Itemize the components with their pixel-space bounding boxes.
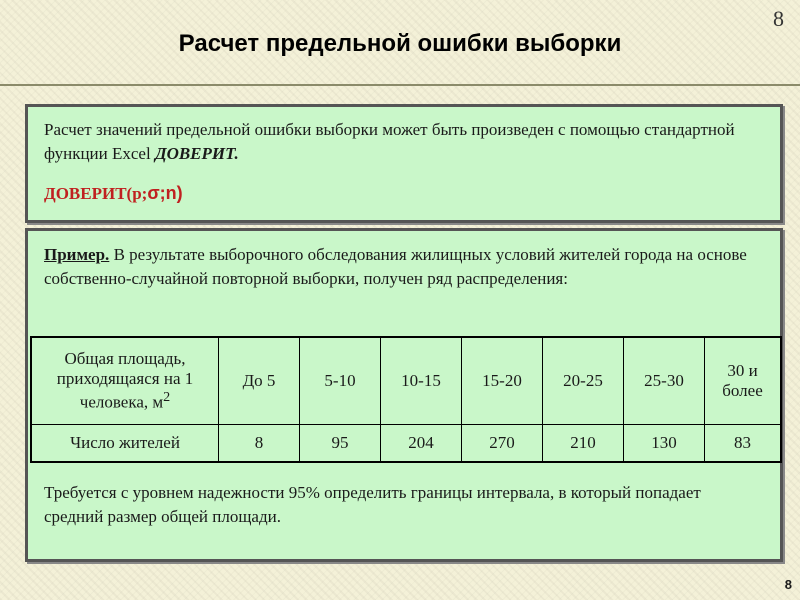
table-cell: 10-15 (381, 337, 462, 425)
table-cell: 210 (543, 425, 624, 463)
table-cell: 20-25 (543, 337, 624, 425)
example-paragraph (44, 243, 764, 291)
table-cell: 83 (705, 425, 782, 463)
table-cell: 15-20 (462, 337, 543, 425)
table-row (31, 337, 781, 425)
table-cell: 270 (462, 425, 543, 463)
definition-box (25, 104, 783, 223)
formula-prefix: ДОВЕРИТ(p; (44, 184, 148, 203)
slide-title: Расчет предельной ошибки выборки (178, 30, 622, 57)
table-cell: 25-30 (624, 337, 705, 425)
slide-number-top: 8 (773, 6, 784, 31)
title-divider (0, 84, 800, 86)
table-row-header: Число жителей (31, 425, 219, 463)
table-cell: 204 (381, 425, 462, 463)
intro-paragraph (44, 118, 764, 166)
page-number-bottom: 8 (784, 577, 792, 592)
table-cell: 8 (219, 425, 300, 463)
table-cell: 30 и более (705, 337, 782, 425)
formula (44, 183, 183, 204)
table-cell: 130 (624, 425, 705, 463)
example-label: Пример. (44, 245, 110, 264)
example-box (25, 228, 783, 562)
table-cell: 95 (300, 425, 381, 463)
table-cell: До 5 (219, 337, 300, 425)
excel-function-name: ДОВЕРИТ. (154, 144, 239, 163)
table-row (31, 425, 781, 463)
table-cell: 5-10 (300, 337, 381, 425)
intro-text: Расчет значений предельной ошибки выборки может быть произведен с помощью стандартной функции Excel (44, 120, 735, 163)
table-row-header: Общая площадь, приходящаяся на 1 человека, $м^2$ (31, 337, 219, 425)
distribution-table (30, 336, 782, 463)
task-paragraph: Требуется с уровнем надежности 95% определить границы интервала, в который попадает средний размер общей площади. (44, 483, 701, 526)
example-text: В результате выборочного обследования жилищных условий жителей города на основе собственно-случайной повторной выборки, получен ряд распределения: (44, 245, 747, 288)
formula-suffix: σ;n) (147, 183, 183, 203)
